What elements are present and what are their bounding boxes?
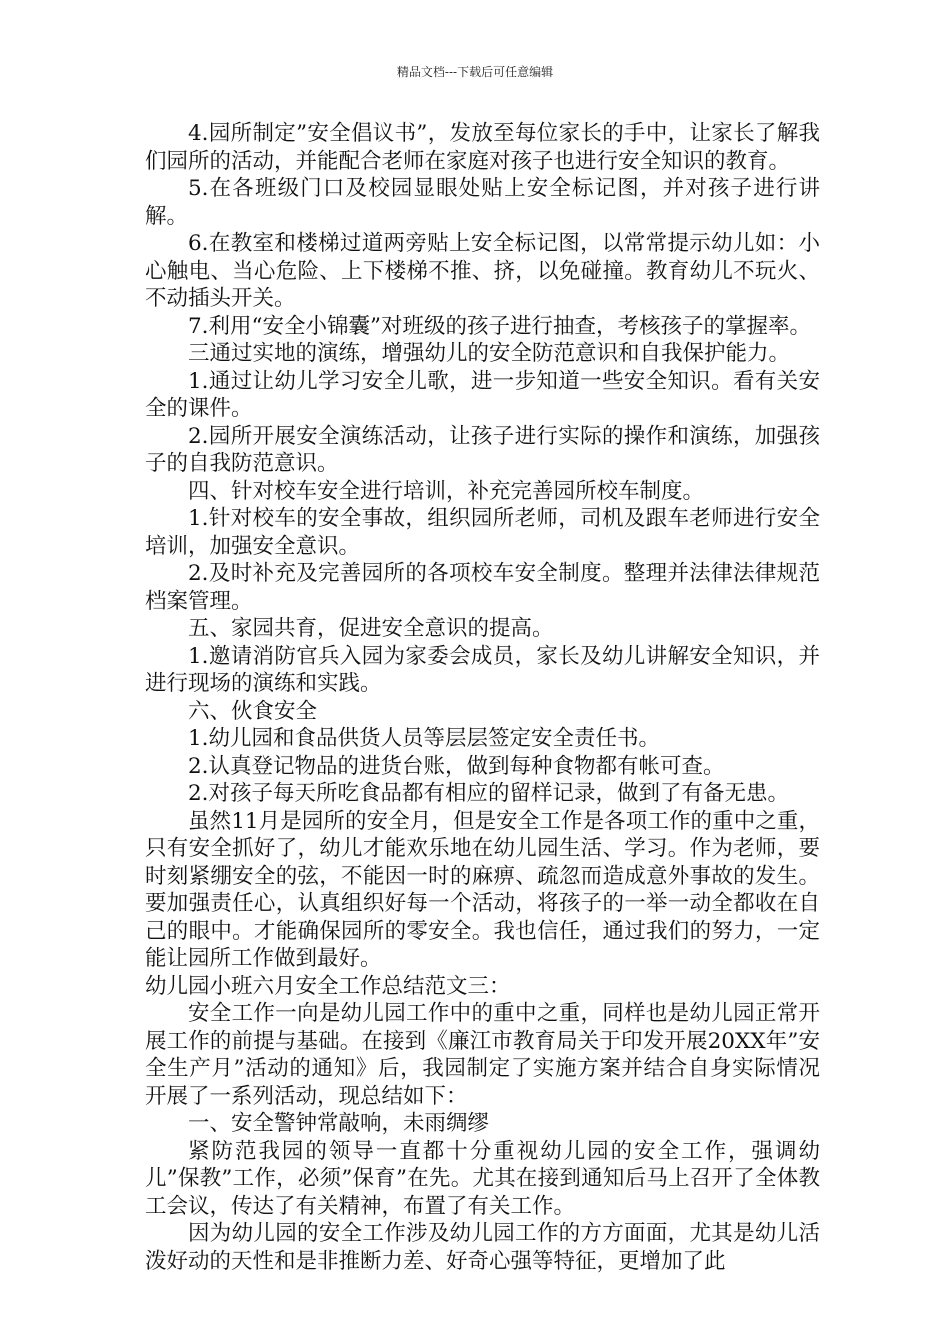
paragraph: 2.园所开展安全演练活动，让孩子进行实际的操作和演练，加强孩子的自我防范意识。 bbox=[145, 423, 820, 476]
page-header: 精品文档---下载后可任意编辑 bbox=[396, 65, 554, 79]
paragraph: 紧防范我园的领导一直都十分重视幼儿园的安全工作，强调幼儿”保教”工作，必须”保育”在先。尤其在接到通知后马上召开了全体教工会议，传达了有关精神，布置了有关工作。 bbox=[145, 1138, 820, 1219]
section-heading: 一、安全警钟常敲响，未雨绸缪 bbox=[188, 1111, 490, 1136]
paragraph: 2.认真登记物品的进货台账，做到每种食物都有帐可查。 bbox=[188, 753, 725, 779]
paragraph: 虽然11月是园所的安全月，但是安全工作是各项工作的重中之重，只有安全抓好了，幼儿才能欢乐地在幼儿园生活、学习。作为老师，要时刻紧绷安全的弦，不能因一时的麻痹、疏忽而造成意外事故的发生。要加强责任心，认真组织好每一个活动，将孩子的一举一动全都收在自己的眼中。才能确保园所的零安全。我也信任，通过我们的努力，一定能让园所工作做到最好。 bbox=[145, 808, 820, 971]
paragraph: 1.邀请消防官兵入园为家委会成员，家长及幼儿讲解安全知识，并进行现场的演练和实践。 bbox=[145, 643, 820, 696]
paragraph: 4.园所制定”安全倡议书”，发放至每位家长的手中，让家长了解我们园所的活动，并能配合老师在家庭对孩子也进行安全知识的教育。 bbox=[145, 121, 820, 174]
paragraph: 6.在教室和楼梯过道两旁贴上安全标记图，以常常提示幼儿如：小心触电、当心危险、上下楼梯不推、挤，以免碰撞。教育幼儿不玩火、不动插头开关。 bbox=[145, 231, 820, 311]
paragraph: 7.利用“安全小锦囊”对班级的孩子进行抽查，考核孩子的掌握率。 bbox=[188, 313, 811, 339]
paragraph: 5.在各班级门口及校园显眼处贴上安全标记图，并对孩子进行讲解。 bbox=[145, 176, 820, 229]
section-heading: 五、家园共育，促进安全意识的提高。 bbox=[188, 616, 554, 641]
paragraph: 安全工作一向是幼儿园工作中的重中之重，同样也是幼儿园正常开展工作的前提与基础。在接到《廉江市教育局关于印发开展20XX年”安全生产月”活动的通知》后，我园制定了实施方案并结合自身实际情况开展了一系列活动，现总结如下： bbox=[145, 1001, 820, 1109]
paragraph: 因为幼儿园的安全工作涉及幼儿园工作的方方面面，尤其是幼儿活泼好动的天性和是非推断力差、好奇心强等特征，更增加了此 bbox=[145, 1221, 820, 1274]
paragraph: 1.幼儿园和食品供货人员等层层签定安全责任书。 bbox=[188, 726, 661, 751]
paragraph: 2.及时补充及完善园所的各项校车安全制度。整理并法律法律规范档案管理。 bbox=[145, 561, 820, 614]
section-heading: 三通过实地的演练，增强幼儿的安全防范意识和自我保护能力。 bbox=[188, 341, 791, 366]
section-heading: 四、针对校车安全进行培训，补充完善园所校车制度。 bbox=[188, 478, 705, 504]
article-title: 幼儿园小班六月安全工作总结范文三： bbox=[145, 973, 511, 999]
paragraph: 1.针对校车的安全事故，组织园所老师，司机及跟车老师进行安全培训，加强安全意识。 bbox=[145, 506, 820, 559]
paragraph: 1.通过让幼儿学习安全儿歌，进一步知道一些安全知识。看有关安全的课件。 bbox=[145, 368, 820, 421]
paragraph: 2.对孩子每天所吃食品都有相应的留样记录，做到了有备无患。 bbox=[188, 781, 790, 806]
document-body bbox=[145, 120, 820, 1275]
section-heading: 六、伙食安全 bbox=[188, 698, 318, 724]
